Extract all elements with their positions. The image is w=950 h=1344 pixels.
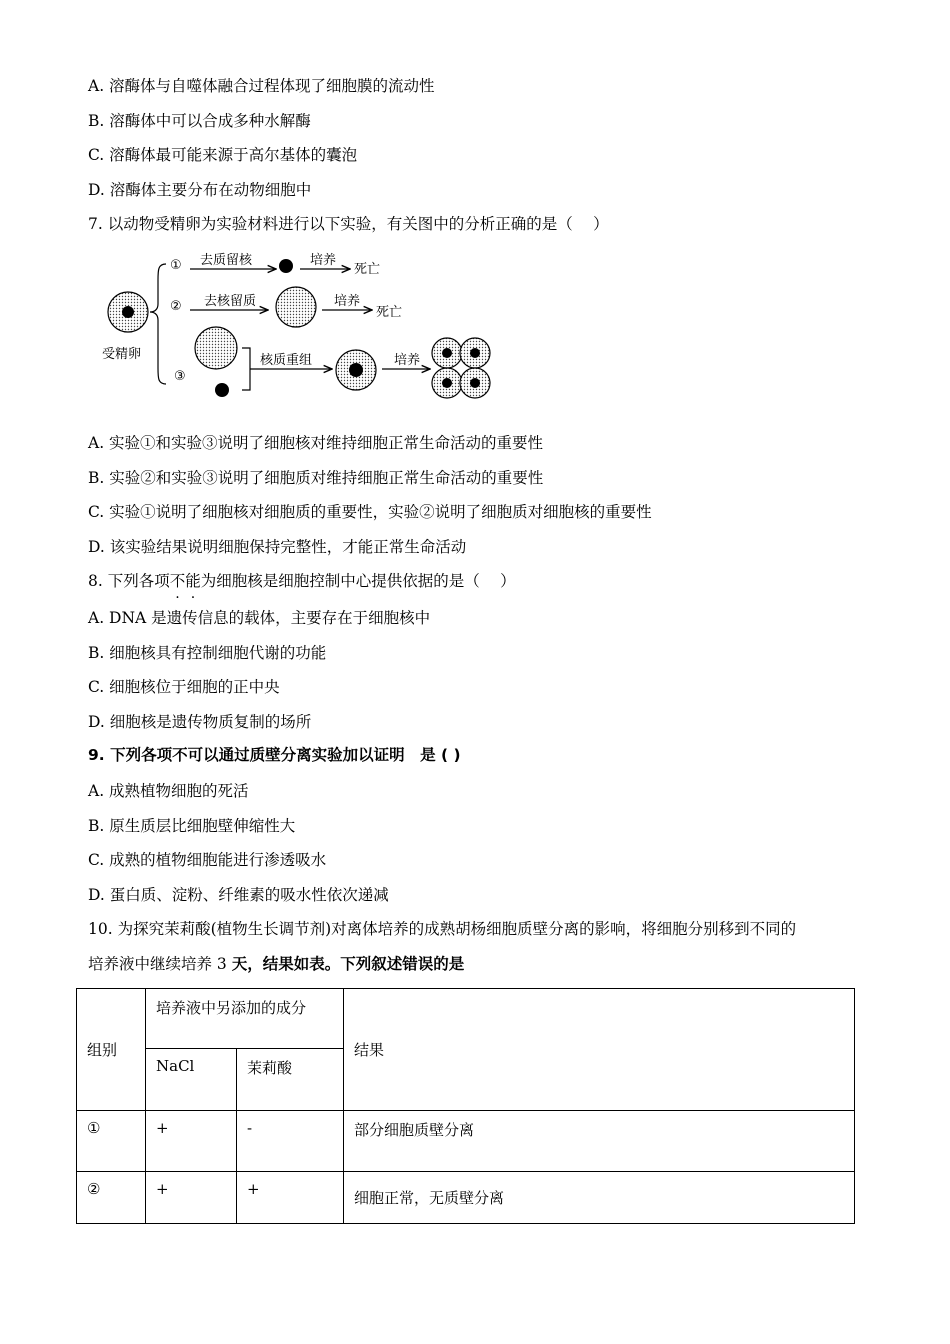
q7-experiment-figure — [100, 250, 520, 410]
exp1-marker: ① — [170, 258, 182, 273]
exp2-cytoplasm — [276, 287, 316, 327]
exp2-marker: ② — [170, 299, 182, 314]
brace — [150, 264, 166, 384]
exp2-step: 去核留质 — [204, 294, 257, 309]
divided-cells — [432, 338, 490, 398]
q9-option-a: A. 成熟植物细胞的死活 — [88, 782, 249, 800]
row1-nacl: + — [146, 1111, 237, 1172]
emphasis-can: 能 — [185, 572, 201, 590]
q6-option-c: C. 溶酶体最可能来源于高尔基体的囊泡 — [88, 146, 358, 164]
q10-stem-line2: 培养液中继续培养 3 天，结果如表。下列叙述错误的是 — [88, 955, 465, 973]
header-result: 结果 — [344, 989, 855, 1111]
row1-jasmonic: - — [237, 1111, 344, 1172]
table-row — [77, 1172, 855, 1224]
row1-group: ① — [77, 1111, 146, 1172]
exp1-death: 死亡 — [354, 262, 381, 277]
q8-option-a: A. DNA 是遗传信息的载体，主要存在于细胞核中 — [88, 609, 431, 627]
q8-option-d: D. 细胞核是遗传物质复制的场所 — [88, 713, 312, 731]
exp1-nucleus — [279, 259, 293, 273]
results-table — [76, 988, 855, 1224]
header-group: 组别 — [77, 989, 146, 1111]
exp3-marker: ③ — [174, 369, 186, 384]
row2-result: 细胞正常，无质壁分离 — [344, 1172, 855, 1224]
header-jasmonic-acid: 茉莉酸 — [237, 1049, 344, 1111]
zygote-label: 受精卵 — [102, 347, 142, 362]
table-row — [77, 1111, 855, 1172]
q9-option-d: D. 蛋白质、淀粉、纤维素的吸水性依次递减 — [88, 886, 389, 904]
q7-stem: 7. 以动物受精卵为实验材料进行以下实验，有关图中的分析正确的是（ ） — [88, 215, 609, 233]
emphasis-not: 不 — [169, 572, 186, 590]
exp2-death: 死亡 — [376, 305, 403, 320]
q8-option-b: B. 细胞核具有控制细胞代谢的功能 — [88, 644, 327, 662]
q8-stem: 8. 下列各项不能为细胞核是细胞控制中心提供依据的是（ ） — [88, 572, 516, 590]
exp1-culture: 培养 — [310, 253, 337, 268]
header-nacl: NaCl — [146, 1049, 237, 1111]
row2-nacl: + — [146, 1172, 237, 1224]
exp3-step: 核质重组 — [260, 353, 313, 368]
row1-result: 部分细胞质壁分离 — [344, 1111, 855, 1172]
q6-option-d: D. 溶酶体主要分布在动物细胞中 — [88, 181, 312, 199]
exp3-culture: 培养 — [394, 353, 421, 368]
exp3-nucleus — [215, 383, 229, 397]
exp2-culture: 培养 — [334, 294, 361, 309]
header-added-components: 培养液中另添加的成分 — [146, 989, 344, 1049]
q6-option-a: A. 溶酶体与自噬体融合过程体现了细胞膜的流动性 — [88, 77, 435, 95]
q8-option-c: C. 细胞核位于细胞的正中央 — [88, 678, 280, 696]
exp1-step: 去质留核 — [200, 253, 253, 268]
q7-option-a: A. 实验①和实验③说明了细胞核对维持细胞正常生命活动的重要性 — [88, 434, 544, 452]
q9-option-b: B. 原生质层比细胞壁伸缩性大 — [88, 817, 296, 835]
q7-option-c: C. 实验①说明了细胞核对细胞质的重要性，实验②说明了细胞质对细胞核的重要性 — [88, 503, 652, 521]
q9-stem: 9. 下列各项不可以通过质壁分离实验加以证明 是 ( ) — [88, 746, 461, 764]
q7-option-b: B. 实验②和实验③说明了细胞质对维持细胞正常生命活动的重要性 — [88, 469, 544, 487]
exp3-cytoplasm — [195, 327, 237, 369]
row2-group: ② — [77, 1172, 146, 1224]
zygote-cell — [108, 292, 148, 332]
q10-stem-line1: 10. 为探究茉莉酸(植物生长调节剂)对离体培养的成熟胡杨细胞质壁分离的影响，将细胞分别移到不同的 — [88, 920, 797, 938]
q9-option-c: C. 成熟的植物细胞能进行渗透吸水 — [88, 851, 327, 869]
q7-option-d: D. 该实验结果说明细胞保持完整性，才能正常生命活动 — [88, 538, 467, 556]
row2-jasmonic: + — [237, 1172, 344, 1224]
q6-option-b: B. 溶酶体中可以合成多种水解酶 — [88, 112, 311, 130]
recombined-cell — [336, 350, 376, 390]
